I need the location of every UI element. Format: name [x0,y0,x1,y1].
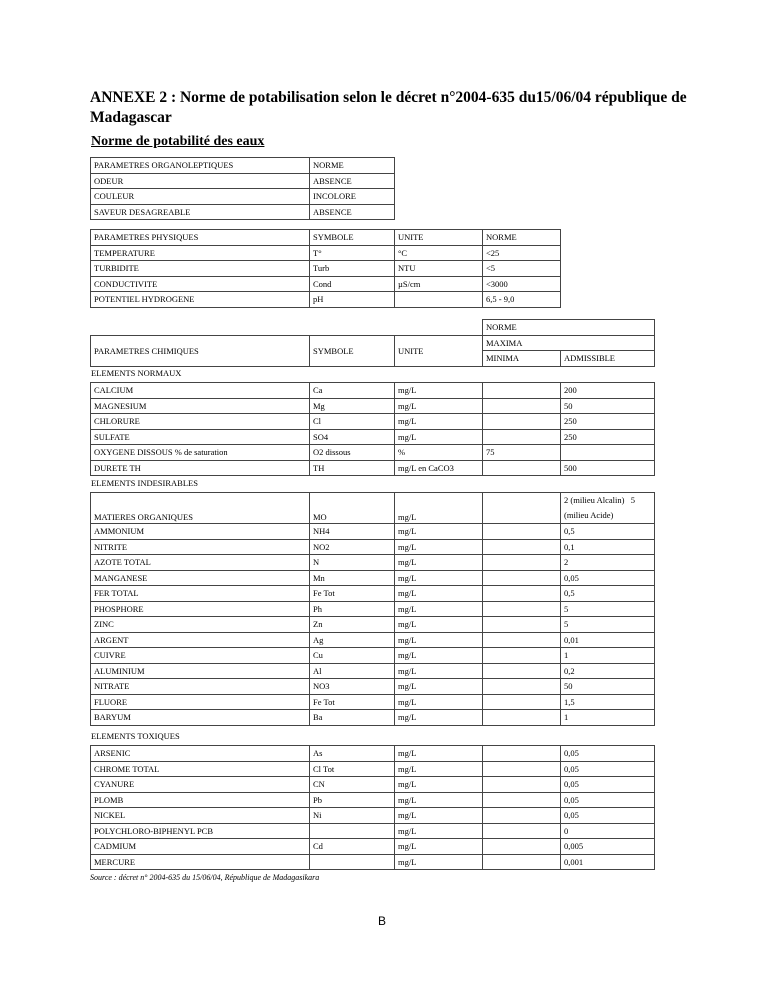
header-cell: NORME [310,158,395,174]
norme-cell: <3000 [483,276,561,292]
param-cell: ODEUR [91,173,310,189]
maxima-header: MAXIMA [483,335,655,351]
symbol-cell: Ag [310,632,395,648]
param-cell: MATIERES ORGANIQUES [91,493,310,524]
table-row [91,694,655,710]
table-row [91,617,655,633]
param-cell: CADMIUM [91,839,310,855]
unit-cell: mg/L [395,694,483,710]
minima-cell [483,839,561,855]
admissible-cell: 250 [561,429,655,445]
unit-cell: mg/L [395,648,483,664]
unit-cell: mg/L [395,663,483,679]
table-row [91,632,655,648]
table-row [91,839,655,855]
normaux-table [90,382,655,476]
table-row [91,524,655,540]
minima-cell [483,710,561,726]
param-cell: BARYUM [91,710,310,726]
organoleptic-table [90,157,395,220]
admissible-cell: 2 [561,555,655,571]
admissible-cell: 500 [561,460,655,476]
minima-cell [483,398,561,414]
table-row [91,414,655,430]
minima-cell [483,429,561,445]
symbol-cell: Cl Tot [310,761,395,777]
page-heading: ANNEXE 2 : Norme de potabilisation selon le décret n°2004-635 du15/06/04 république de Madagascar [90,89,687,126]
admissible-cell: 0,05 [561,808,655,824]
section-title-indesirables: ELEMENTS INDESIRABLES [91,478,198,488]
norme-cell: <5 [483,261,561,277]
unit-cell: mg/L [395,710,483,726]
symbol-header: SYMBOLE [310,335,395,366]
param-cell: CYANURE [91,777,310,793]
unit-cell: mg/L [395,383,483,399]
symbol-cell: Ba [310,710,395,726]
unit-cell: mg/L [395,823,483,839]
norme-cell: ABSENCE [310,173,395,189]
admissible-cell: 1 [561,710,655,726]
admissible-cell: 0 [561,823,655,839]
minima-cell [483,777,561,793]
table-row [91,761,655,777]
admissible-cell: 0,5 [561,586,655,602]
admissible-cell: 0,005 [561,839,655,855]
param-cell: FER TOTAL [91,586,310,602]
symbol-cell: Pb [310,792,395,808]
symbol-cell: Cd [310,839,395,855]
unit-cell: mg/L en CaCO3 [395,460,483,476]
param-cell: FLUORE [91,694,310,710]
symbol-cell: As [310,746,395,762]
symbol-cell [310,823,395,839]
param-cell: NITRATE [91,679,310,695]
admissible-cell: 200 [561,383,655,399]
minima-cell [483,746,561,762]
unit-cell: °C [395,245,483,261]
norme-header: NORME [483,320,655,336]
unit-cell [395,292,483,308]
minima-cell [483,679,561,695]
unit-cell: mg/L [395,746,483,762]
param-cell: NITRITE [91,539,310,555]
param-cell: AMMONIUM [91,524,310,540]
param-cell: CHLORURE [91,414,310,430]
table-row [91,261,561,277]
symbol-cell: Mn [310,570,395,586]
table-row [91,383,655,399]
table-row [91,679,655,695]
param-cell: DURETE TH [91,460,310,476]
param-cell: SULFATE [91,429,310,445]
unit-cell: mg/L [395,632,483,648]
table-row [91,445,655,461]
admissible-line: 2 (milieu Alcalin) 5 [564,495,636,505]
symbol-cell: NO2 [310,539,395,555]
toxiques-table [90,745,655,870]
param-cell: MERCURE [91,854,310,870]
minima-cell [483,792,561,808]
header-spacer [91,320,483,336]
param-cell: CONDUCTIVITE [91,276,310,292]
table-row [91,648,655,664]
table-row [91,173,395,189]
table-row [91,854,655,870]
table-header-row [91,230,561,246]
chemical-header-table [90,319,655,367]
section-title-normaux: ELEMENTS NORMAUX [91,368,182,378]
symbol-cell: Cl [310,414,395,430]
unit-cell: mg/L [395,601,483,617]
table-row [91,493,655,524]
indesirables-table [90,492,655,726]
param-cell: MAGNESIUM [91,398,310,414]
symbol-cell: Mg [310,398,395,414]
physical-table [90,229,561,308]
unit-cell: mg/L [395,792,483,808]
minima-cell [483,493,561,524]
table-row [91,460,655,476]
unit-cell: mg/L [395,586,483,602]
table-row [91,245,561,261]
admissible-cell: 0,05 [561,761,655,777]
param-cell: CUIVRE [91,648,310,664]
admissible-cell: 5 [561,601,655,617]
table-row [91,710,655,726]
norme-cell: <25 [483,245,561,261]
table-row [91,792,655,808]
header-cell: PARAMETRES ORGANOLEPTIQUES [91,158,310,174]
param-cell: PHOSPHORE [91,601,310,617]
symbol-cell: Ca [310,383,395,399]
table-row [91,189,395,205]
minima-cell [483,383,561,399]
symbol-cell: CN [310,777,395,793]
param-cell: POLYCHLORO-BIPHENYL PCB [91,823,310,839]
table-row [91,777,655,793]
unit-cell: mg/L [395,570,483,586]
unit-cell: % [395,445,483,461]
admissible-cell: 250 [561,414,655,430]
admissible-cell: 1 [561,648,655,664]
unit-cell: mg/L [395,493,483,524]
minima-cell [483,617,561,633]
table-row [91,746,655,762]
unit-cell: mg/L [395,398,483,414]
admissible-cell: 0,5 [561,524,655,540]
admissible-cell [561,493,655,524]
unit-cell: mg/L [395,679,483,695]
minima-cell [483,601,561,617]
page-number: B [378,914,387,928]
unit-cell: mg/L [395,429,483,445]
unit-cell: mg/L [395,777,483,793]
param-cell: PLOMB [91,792,310,808]
table-row [91,398,655,414]
table-row [91,823,655,839]
admissible-cell: 1,5 [561,694,655,710]
minima-cell [483,570,561,586]
symbol-cell: Zn [310,617,395,633]
admissible-cell [561,445,655,461]
admissible-cell: 0,2 [561,663,655,679]
table-row [91,601,655,617]
minima-cell: 75 [483,445,561,461]
param-cell: MANGANESE [91,570,310,586]
table-row [91,204,395,220]
minima-cell [483,823,561,839]
unit-cell: mg/L [395,555,483,571]
param-header: PARAMETRES CHIMIQUES [91,335,310,366]
symbol-cell: Ni [310,808,395,824]
minima-cell [483,555,561,571]
admissible-cell: 0,1 [561,539,655,555]
symbol-cell: MO [310,493,395,524]
unit-cell: mg/L [395,839,483,855]
table-row [91,586,655,602]
param-cell: ARGENT [91,632,310,648]
symbol-cell: N [310,555,395,571]
unit-header: UNITE [395,335,483,366]
param-cell: CALCIUM [91,383,310,399]
table-header-row [91,158,395,174]
admissible-cell: 0,05 [561,792,655,808]
symbol-cell: Al [310,663,395,679]
norme-cell: INCOLORE [310,189,395,205]
symbol-cell: T° [310,245,395,261]
param-cell: CHROME TOTAL [91,761,310,777]
admissible-cell: 5 [561,617,655,633]
minima-cell [483,663,561,679]
symbol-cell: Turb [310,261,395,277]
minima-cell [483,460,561,476]
unit-cell: mg/L [395,617,483,633]
admissible-cell: 50 [561,398,655,414]
admissible-cell: 0,05 [561,570,655,586]
unit-cell: mg/L [395,414,483,430]
symbol-cell: Ph [310,601,395,617]
symbol-cell: NH4 [310,524,395,540]
param-cell: COULEUR [91,189,310,205]
section-title-toxiques: ELEMENTS TOXIQUES [91,731,180,741]
admissible-cell: 0,05 [561,777,655,793]
param-cell: ALUMINIUM [91,663,310,679]
param-cell: AZOTE TOTAL [91,555,310,571]
minima-cell [483,648,561,664]
symbol-cell: pH [310,292,395,308]
symbol-cell: TH [310,460,395,476]
param-cell: ARSENIC [91,746,310,762]
table-row [91,555,655,571]
symbol-cell: SO4 [310,429,395,445]
unit-cell: NTU [395,261,483,277]
minima-cell [483,539,561,555]
admissible-cell: 0,001 [561,854,655,870]
param-cell: NICKEL [91,808,310,824]
header-cell: NORME [483,230,561,246]
minima-cell [483,808,561,824]
minima-cell [483,694,561,710]
header-cell: UNITE [395,230,483,246]
symbol-cell: Cu [310,648,395,664]
table-row [91,808,655,824]
unit-cell: mg/L [395,761,483,777]
header-cell: SYMBOLE [310,230,395,246]
param-cell: ZINC [91,617,310,633]
table-row [91,429,655,445]
minima-cell [483,854,561,870]
unit-cell: mg/L [395,524,483,540]
unit-cell: mg/L [395,854,483,870]
admissible-cell: 0,05 [561,746,655,762]
param-cell: SAVEUR DESAGREABLE [91,204,310,220]
admissible-cell: 50 [561,679,655,695]
symbol-cell: O2 dissous [310,445,395,461]
table-title: Norme de potabilité des eaux [91,134,265,149]
admissible-cell: 0,01 [561,632,655,648]
unit-cell: µS/cm [395,276,483,292]
unit-cell: mg/L [395,808,483,824]
norme-cell: ABSENCE [310,204,395,220]
minima-cell [483,761,561,777]
minima-cell [483,414,561,430]
symbol-cell: NO3 [310,679,395,695]
symbol-cell: Fe Tot [310,694,395,710]
header-cell: PARAMETRES PHYSIQUES [91,230,310,246]
unit-cell: mg/L [395,539,483,555]
minima-cell [483,524,561,540]
table-row [91,292,561,308]
table-row [91,276,561,292]
symbol-cell: Cond [310,276,395,292]
source-note: Source : décret n° 2004-635 du 15/06/04, République de Madagasikara [90,873,320,882]
admissible-line: (milieu Acide) [564,510,614,520]
symbol-cell: Fe Tot [310,586,395,602]
param-cell: TURBIDITE [91,261,310,277]
param-cell: TEMPERATURE [91,245,310,261]
norme-cell: 6,5 - 9,0 [483,292,561,308]
symbol-cell [310,854,395,870]
minima-header: MINIMA [483,351,561,367]
table-row [91,663,655,679]
admissible-header: ADMISSIBLE [561,351,655,367]
minima-cell [483,586,561,602]
table-row [91,539,655,555]
minima-cell [483,632,561,648]
table-row [91,570,655,586]
param-cell: POTENTIEL HYDROGENE [91,292,310,308]
param-cell: OXYGENE DISSOUS % de saturation [91,445,310,461]
